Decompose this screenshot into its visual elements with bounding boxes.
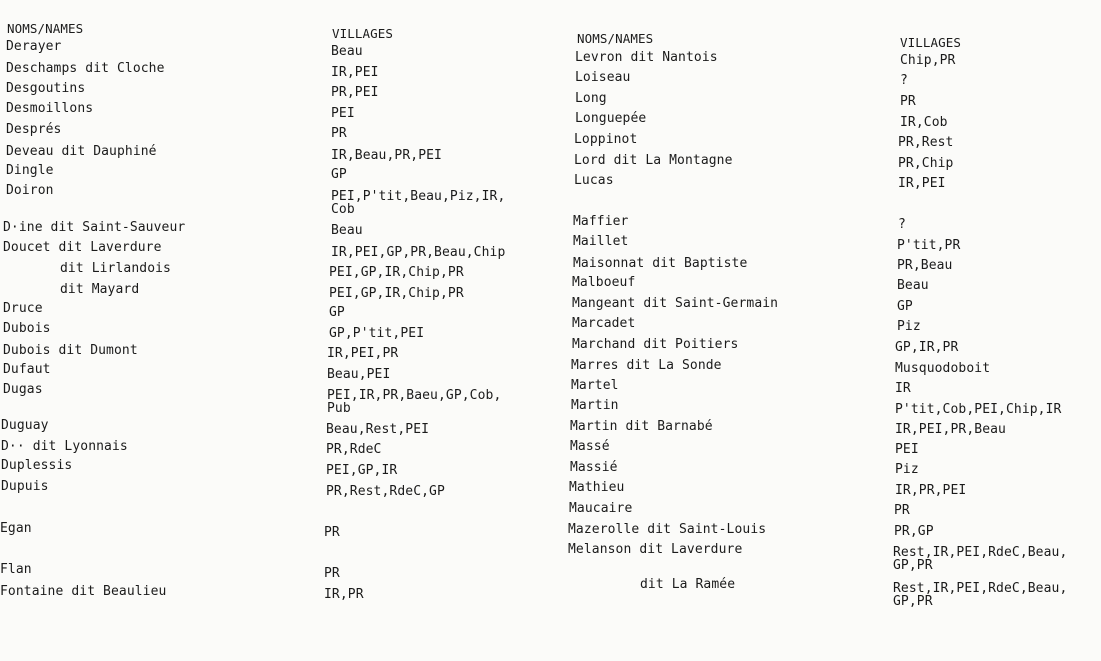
right-villages: Rest,IR,PEI,RdeC,Beau, [893, 545, 1068, 560]
right-villages: Piz [895, 462, 919, 477]
right-name: Lucas [574, 173, 614, 188]
right-villages: GP,IR,PR [895, 340, 959, 355]
right-name: Martel [571, 378, 619, 393]
right-villages: IR,PR,PEI [895, 483, 967, 498]
left-villages: PEI,IR,PR,Baeu,GP,Cob, [327, 388, 502, 403]
left-villages-continued: Pub [327, 401, 351, 416]
right-name: Marcadet [572, 316, 636, 331]
right-villages: P'tit,Cob,PEI,Chip,IR [895, 402, 1062, 417]
right-villages: PR [900, 94, 916, 109]
right-villages: IR [895, 381, 911, 396]
left-villages: PEI [331, 106, 355, 121]
left-name: D·· dit Lyonnais [1, 439, 128, 454]
left-villages: PEI,GP,IR,Chip,PR [329, 265, 464, 280]
left-name: Després [6, 122, 62, 137]
right-name: Melanson dit Laverdure [568, 542, 743, 557]
right-villages: Piz [897, 319, 921, 334]
left-names-header: NOMS/NAMES [7, 21, 84, 36]
right-names-header: NOMS/NAMES [577, 31, 654, 46]
right-name: Maillet [573, 234, 629, 249]
right-name: Lord dit La Montagne [574, 153, 733, 168]
right-name: Martin [571, 398, 619, 413]
left-villages: GP [329, 305, 345, 320]
right-villages: PR [894, 503, 910, 518]
left-villages: PEI,GP,IR [326, 463, 398, 478]
right-name: Longuepée [575, 111, 647, 126]
right-name: Marres dit La Sonde [571, 358, 722, 373]
right-name: Malboeuf [572, 275, 636, 290]
right-villages-continued: GP,PR [893, 594, 933, 609]
left-villages: IR,Beau,PR,PEI [331, 148, 442, 163]
left-name: Doiron [6, 183, 54, 198]
left-name: Egan [0, 521, 32, 536]
right-villages: IR,PEI [898, 176, 946, 191]
left-name: Dugas [3, 382, 43, 397]
left-name: Flan [0, 562, 32, 577]
right-name: Maisonnat dit Baptiste [573, 256, 748, 271]
right-name: Maucaire [569, 501, 633, 516]
left-name: Duguay [1, 418, 49, 433]
right-villages: ? [900, 73, 908, 88]
right-villages: GP [897, 299, 913, 314]
left-villages: PEI,GP,IR,Chip,PR [329, 286, 464, 301]
left-villages: PEI,P'tit,Beau,Piz,IR, [331, 189, 506, 204]
left-villages: PR [324, 566, 340, 581]
left-villages: GP,P'tit,PEI [329, 326, 425, 341]
right-name: Martin dit Barnabé [570, 419, 713, 434]
right-name: Levron dit Nantois [575, 50, 718, 65]
left-villages-continued: Cob [331, 202, 355, 217]
left-villages: Beau [331, 223, 363, 238]
right-villages: PR,Beau [897, 258, 953, 273]
left-villages: PR [324, 525, 340, 540]
right-villages: P'tit,PR [897, 238, 961, 253]
right-villages: Chip,PR [900, 53, 956, 68]
left-name: Desmoillons [6, 101, 94, 116]
left-villages: IR,PEI,PR [327, 346, 399, 361]
left-name: dit Lirlandois [60, 261, 171, 276]
left-name: Dubois [3, 321, 51, 336]
right-name: Maffier [573, 214, 629, 229]
right-name: Marchand dit Poitiers [572, 337, 739, 352]
right-villages: PR,Chip [898, 156, 954, 171]
right-name: Mathieu [569, 480, 625, 495]
right-name: Loppinot [574, 132, 638, 147]
left-villages: PR [331, 126, 347, 141]
right-villages-continued: GP,PR [893, 558, 933, 573]
left-villages: Beau,Rest,PEI [326, 422, 430, 437]
right-villages: Beau [897, 278, 929, 293]
left-villages: IR,PEI [331, 65, 379, 80]
left-name: Druce [3, 301, 43, 316]
right-villages: PEI [895, 442, 919, 457]
right-name: Loiseau [575, 70, 631, 85]
left-villages: Beau [331, 44, 363, 59]
right-name: Long [575, 91, 607, 106]
left-name: dit Mayard [60, 282, 140, 297]
left-name: Deveau dit Dauphiné [6, 144, 157, 159]
right-villages: PR,GP [894, 524, 934, 539]
left-name: Dubois dit Dumont [3, 343, 138, 358]
left-name: Desgoutins [6, 81, 86, 96]
left-name: Derayer [6, 39, 62, 54]
right-villages: IR,Cob [900, 115, 948, 130]
right-name: Massé [570, 439, 610, 454]
right-villages: Rest,IR,PEI,RdeC,Beau, [893, 581, 1068, 596]
right-villages-header: VILLAGES [900, 35, 962, 50]
left-name: Dupuis [1, 479, 49, 494]
left-name: Doucet dit Laverdure [3, 240, 162, 255]
left-name: Dufaut [3, 362, 51, 377]
left-villages-header: VILLAGES [332, 26, 394, 41]
left-name: Fontaine dit Beaulieu [0, 584, 167, 599]
right-name: Massié [570, 460, 618, 475]
left-villages: GP [331, 167, 347, 182]
left-name: Duplessis [1, 458, 73, 473]
right-name: Mangeant dit Saint-Germain [572, 296, 779, 311]
right-villages: ? [898, 217, 906, 232]
right-villages: PR,Rest [898, 135, 954, 150]
left-name: D·ine dit Saint-Sauveur [3, 220, 186, 235]
right-name: dit La Ramée [640, 577, 736, 592]
left-villages: PR,Rest,RdeC,GP [326, 484, 445, 499]
right-villages: IR,PEI,PR,Beau [895, 422, 1006, 437]
left-villages: IR,PEI,GP,PR,Beau,Chip [331, 245, 506, 260]
left-name: Dingle [6, 163, 54, 178]
left-villages: IR,PR [324, 587, 364, 602]
right-villages: Musquodoboit [895, 361, 991, 376]
left-villages: Beau,PEI [327, 367, 391, 382]
left-villages: PR,PEI [331, 85, 379, 100]
left-name: Deschamps dit Cloche [6, 61, 165, 76]
left-villages: PR,RdeC [326, 442, 382, 457]
right-name: Mazerolle dit Saint-Louis [568, 522, 767, 537]
